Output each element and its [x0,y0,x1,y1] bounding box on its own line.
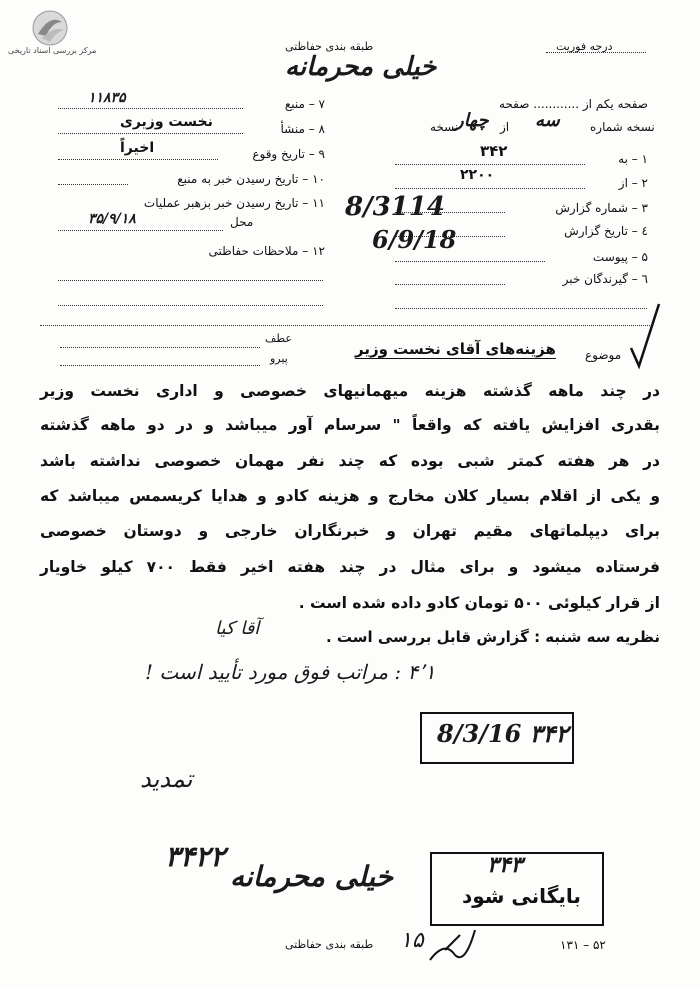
body-line: بقدری افزایش یافته که واقعاً " سرسام آور میباشد و در دو ماهه گذشته [40,416,660,434]
registration-stamp-text: 8/3/16 ۳۴۲ [437,719,569,748]
left-signature: تمدید [140,765,193,793]
copy-total-scrawl: چهار [455,110,489,131]
field-origin-label: ۸ – منشأ [280,122,325,136]
field-source-value: ۱۱۸۳۵ [88,90,126,106]
subject-value: هزینه‌های آقای نخست وزیر [355,340,556,358]
field-occurrence-value: اخیراً [120,140,155,156]
priority-label: درجه فوریت [556,40,613,53]
bottom-handwritten-note: خیلی محرمانه [230,860,393,893]
form-code: ۱۳۱ – ۵۲ [560,938,606,952]
field-received-source-label: ۱۰ – تاریخ رسیدن خبر به منبع [177,172,325,186]
report-date-handwritten: 6/9/18 [372,225,457,254]
field-report-date-label: ٤ – تاریخ گزارش [564,224,648,238]
classification-value: خیلی محرمانه [285,52,437,82]
reference-number-handwritten: ۳۴۲۲ [165,840,226,873]
field-recipients-label: ٦ – گیرندگان خبر [562,272,648,286]
body-line: در هر هفته کمتر شبی بوده که چند نفر مهمان خصوصی نداشته باشد [40,452,660,470]
archive-stamp-number: ۳۴۳ [487,852,523,878]
field-received-ops-value: ۳۵/۹/۱۸ [88,211,136,227]
approval-annotation: ۴٬۱ : مراتب فوق مورد تأیید است ! [145,660,436,684]
body-line: برای دیپلماتهای مقیم تهران و خبرنگاران خارجی و دوستان خصوصی [40,522,660,540]
copy-number-label: نسخه شماره [590,120,655,134]
field-attachment-label: ۵ – پیوست [592,250,648,264]
archive-logo-icon [28,8,72,48]
subject-label: موضوع [585,348,622,362]
field-source-label: ۷ – منبع [284,97,325,111]
field-location-label: محل [230,215,254,229]
archive-stamp-text: بایگانی شود [462,884,581,908]
field-origin-value: نخست وزیری [120,114,213,130]
footer-signature-icon [425,920,485,970]
reference-label: عطف [265,332,292,345]
follow-label: پیرو [270,352,288,365]
opinion-line: نظریه سه شنبه : گزارش قابل بررسی است . [325,628,660,646]
archive-logo-text: مرکز بررسی اسناد تاریخی [8,46,97,55]
body-line: از قرار کیلوئی ۵۰۰ تومان کادو داده شده است . [298,594,660,612]
check-mark-icon [625,300,665,370]
body-line: و یکی از اقلام بسیار کلان مخارج و هزینه کادو و هدایا کریسمس میباشد که [40,487,660,505]
field-to-value: ۳۴۲ [480,142,508,160]
opinion-signature: آقا کیا [215,618,260,639]
body-line: فرستاده میشود و برای مثال در چند هفته اخیر فقط ۷۰۰ کیلو خاویار [40,558,660,576]
archive-stamp [430,852,604,926]
section-divider [40,325,650,326]
field-security-notes-label: ۱۲ – ملاحظات حفاظتی [208,244,325,258]
classification-label: طبقه بندی حفاظتی [285,40,374,53]
copy-number-scrawl: سه [535,110,560,131]
field-received-ops-label: ۱۱ – تاریخ رسیدن خبر بزهبر عملیات [143,196,325,210]
registration-stamp [420,712,574,764]
field-to-label: ۱ – به [618,152,648,166]
body-line: در چند ماهه گذشته هزینه میهمانیهای خصوصی و اداری نخست وزیر [40,382,660,400]
page-count-line: صفحه یکم از ............ صفحه [499,97,648,111]
field-from-label: ۲ – از [618,176,648,190]
footer-classification-label: طبقه بندی حفاظتی [285,938,374,951]
field-from-value: ۲۲۰۰ [460,167,495,183]
copy-suffix-label: نسخه [430,120,459,134]
copy-of-label: از [500,120,510,134]
archive-logo [28,8,72,48]
footer-handwritten-number: ۱۵ [400,928,424,953]
report-number-handwritten: 8/3114 [345,192,445,222]
field-report-number-label: ۳ – شماره گزارش [555,201,648,215]
field-occurrence-label: ۹ – تاریخ وقوع [252,147,325,161]
